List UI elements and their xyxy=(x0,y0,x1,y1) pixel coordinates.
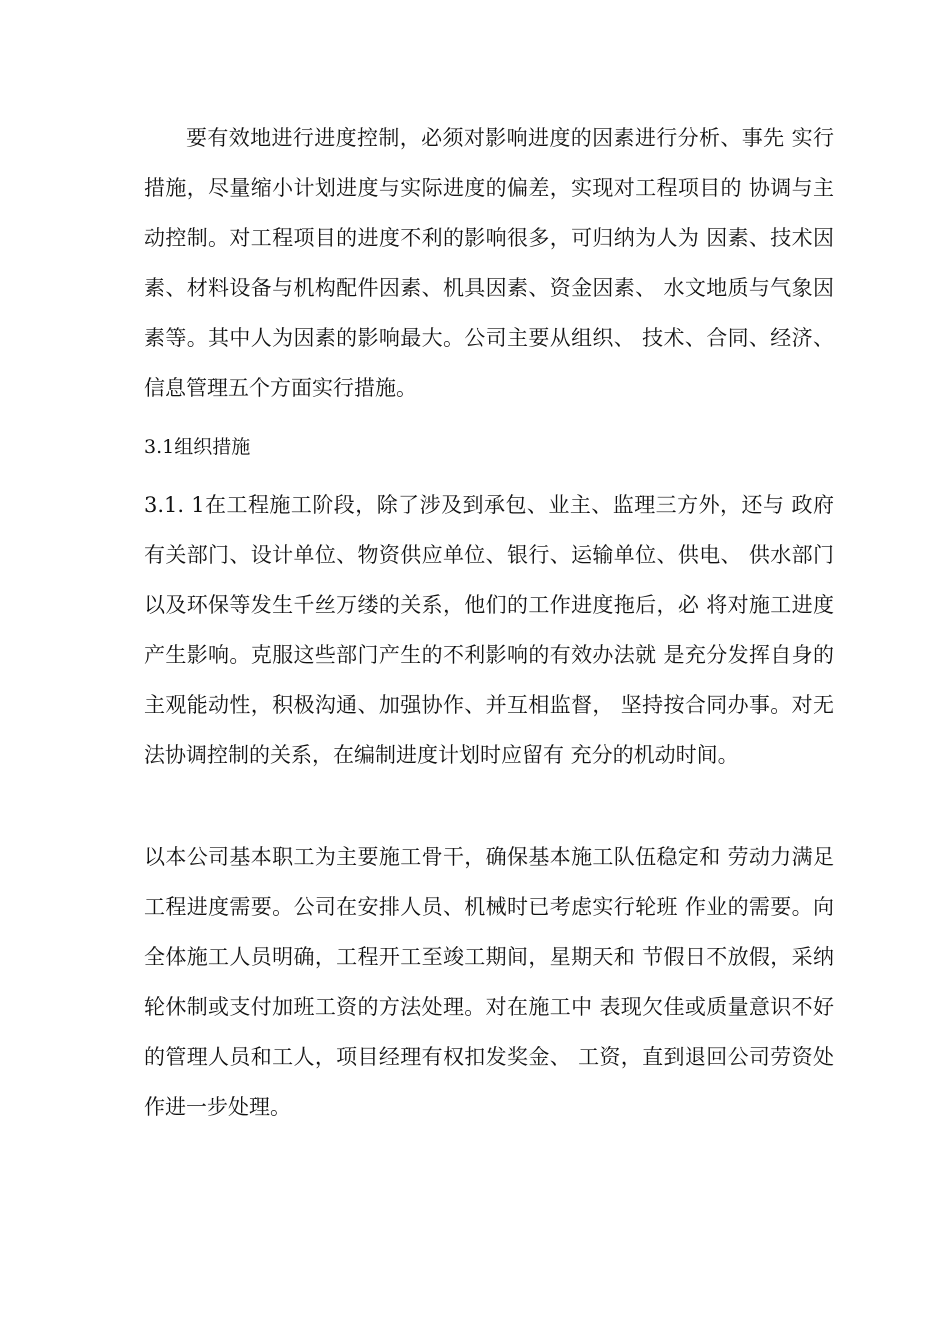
section-heading: 3.1组织措施 xyxy=(144,436,251,458)
section-paragraph-3-1-1: 3.1. 1在工程施工阶段，除了涉及到承包、业主、监理三方外，还与 政府有关部门、设计单位、物资供应单位、银行、运输单位、供电、 供水部门以及环保等发生千丝万缕的关系，他们的工作进度拖后，必 将对施工进度产生影响。克服这些部门产生的不利影响的有效办法就 是充分发挥自身的主观能动性，积极沟通、加强协作、并互相监督， 坚持按合同办事。对无法协调控制的关系，在编制进度计划时应留有 充分的机动时间。 xyxy=(144,493,834,767)
intro-paragraph: 要有效地进行进度控制，必须对影响进度的因素进行分析、事先 实行措施，尽量缩小计划进度与实际进度的偏差，实现对工程项目的 协调与主动控制。对工程项目的进度不利的影响很多，可归纳为人为 因素、技术因素、材料设备与机构配件因素、机具因素、资金因素、 水文地质与气象因素等。其中人为因素的影响最大。公司主要从组织、 技术、合同、经济、信息管理五个方面实行措施。 xyxy=(144,126,834,400)
staffing-paragraph: 以本公司基本职工为主要施工骨干，确保基本施工队伍稳定和 劳动力满足工程进度需要。公司在安排人员、机械时已考虑实行轮班 作业的需要。向全体施工人员明确，工程开工至竣工期间，星期天和 节假日不放假，采纳轮休制或支付加班工资的方法处理。对在施工中 表现欠佳或质量意识不好的管理人员和工人，项目经理有权扣发奖金、 工资，直到退回公司劳资处作进一步处理。 xyxy=(144,845,834,1119)
